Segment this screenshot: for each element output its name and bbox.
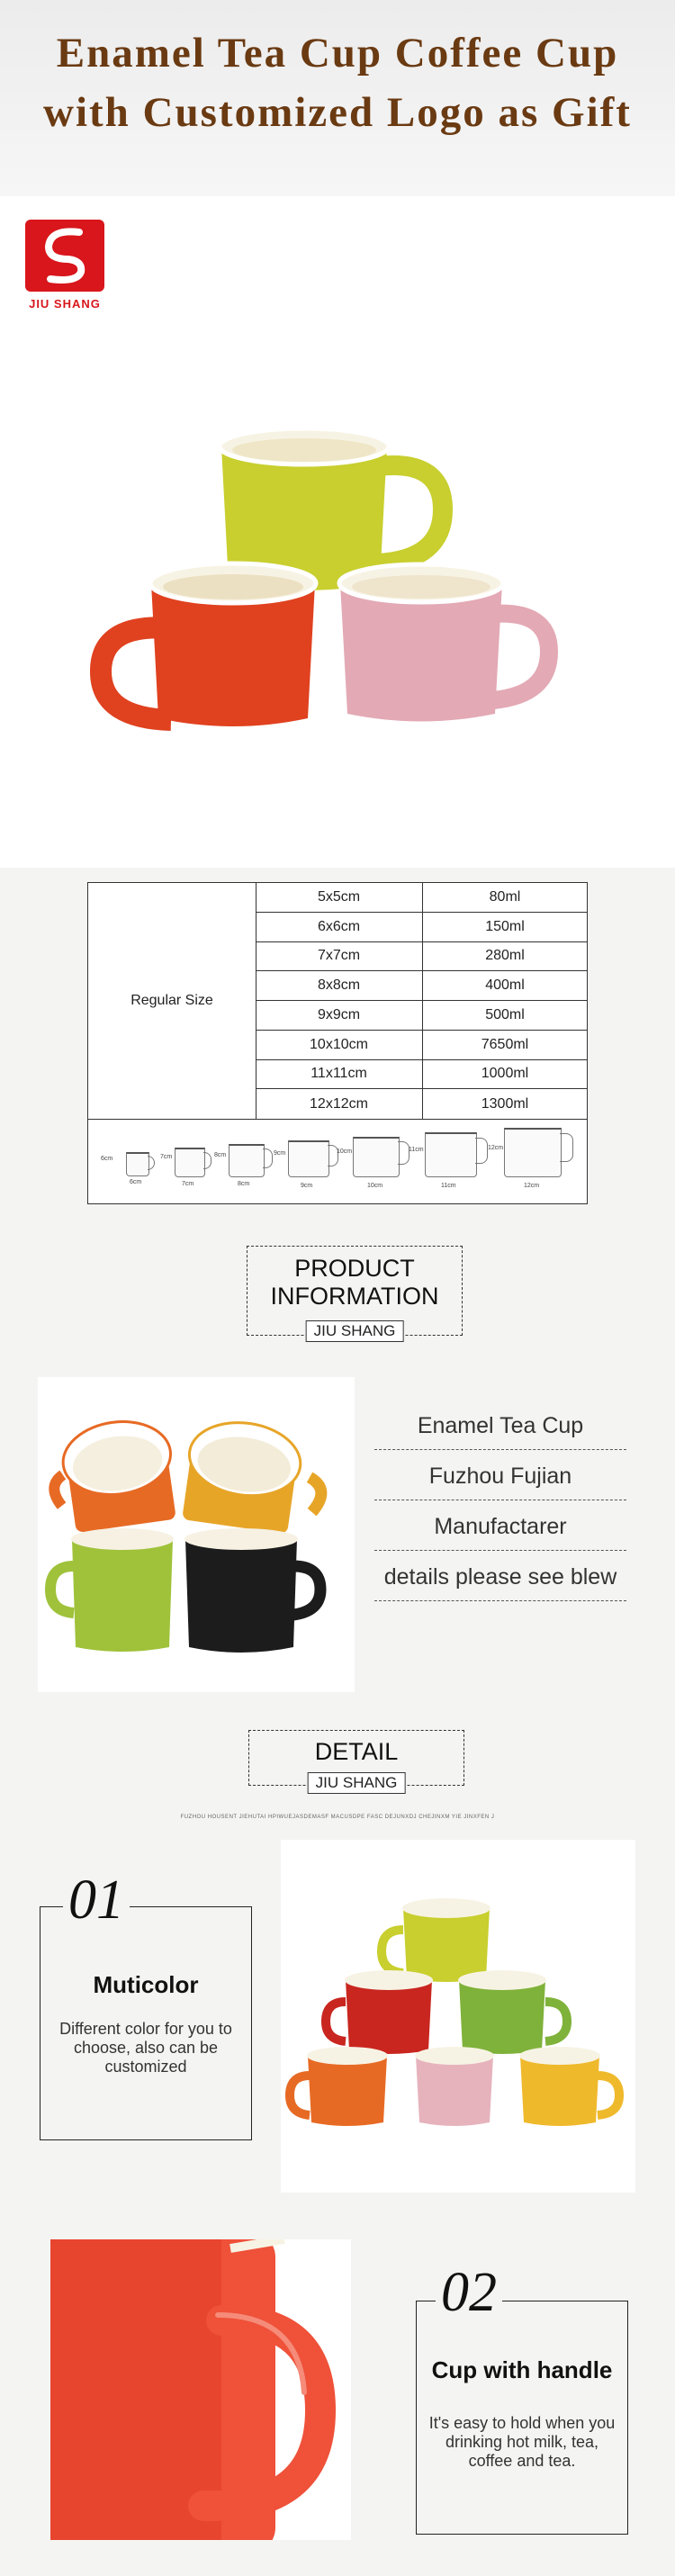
info-item-type: Manufactarer <box>434 1514 567 1539</box>
capacity-cell: 150ml <box>485 918 525 934</box>
detail-title: DETAIL <box>314 1738 399 1765</box>
title-banner <box>0 0 675 196</box>
diagram-label: 6cm <box>130 1179 142 1185</box>
info-item-details: details please see blew <box>383 1564 617 1590</box>
diagram-label: 12cm <box>488 1145 504 1151</box>
page-title-line-1: Enamel Tea Cup Coffee Cup <box>56 30 619 77</box>
diagram-label: 11cm <box>409 1147 424 1153</box>
product-info-title-1: PRODUCT <box>294 1255 415 1282</box>
handle-closeup-illustration <box>50 2239 351 2540</box>
detail-heading <box>248 1730 464 1791</box>
table-row <box>256 1089 587 1119</box>
table-row <box>256 971 587 1001</box>
capacity-cell: 1300ml <box>481 1095 529 1112</box>
brand-name: JIU SHANG <box>29 297 101 311</box>
feature-title: Cup with handle <box>431 2356 613 2383</box>
detail-fine-print: FUZHOU HOUSENT JIEHUTAI HPIWUEJASDEMASF MACUSDPE FASC DEJUNXDJ CHEJINXM YIE JINXFEN J <box>180 1815 495 1820</box>
size-cell: 7x7cm <box>256 942 423 971</box>
feature-description: Different color for you to choose, also can be customized <box>59 2020 232 2076</box>
size-diagram <box>88 1119 587 1204</box>
logo-s-mark-icon <box>25 220 104 292</box>
size-cell: 9x9cm <box>256 1001 423 1030</box>
mini-handle-icon <box>263 1148 273 1168</box>
product-info-brand: JIU SHANG <box>306 1320 404 1342</box>
capacity-cell: 500ml <box>485 1006 525 1022</box>
info-item-name: Enamel Tea Cup <box>417 1413 584 1438</box>
table-row <box>256 883 587 913</box>
product-information-heading <box>247 1246 463 1339</box>
mini-handle-icon <box>398 1141 410 1165</box>
feature-title: Muticolor <box>93 1971 199 1998</box>
size-cell: 8x8cm <box>256 971 423 1000</box>
diagram-label: 7cm <box>182 1181 194 1187</box>
mini-cup-icon <box>504 1128 562 1177</box>
diagram-label: 8cm <box>214 1152 227 1158</box>
diagram-label: 10cm <box>367 1183 383 1189</box>
diagram-label: 7cm <box>160 1154 173 1160</box>
product-photo-stacked-mugs <box>281 1840 635 2193</box>
stacked-mugs-illustration <box>281 1840 635 2193</box>
size-table <box>87 882 588 1204</box>
page-title-line-2: with Customized Logo as Gift <box>43 89 632 136</box>
mini-cup-icon <box>229 1144 265 1177</box>
feature-number: 02 <box>436 2261 502 2325</box>
feature-description: It's easy to hold when you drinking hot milk, tea, coffee and tea. <box>428 2414 616 2470</box>
mini-cup-icon <box>175 1148 205 1177</box>
capacity-cell: 400ml <box>485 977 525 994</box>
diagram-label: 10cm <box>337 1148 353 1155</box>
diagram-label: 6cm <box>101 1156 113 1162</box>
feature-number: 01 <box>63 1869 130 1932</box>
size-table-label: Regular Size <box>88 883 256 1119</box>
capacity-cell: 280ml <box>485 948 525 964</box>
diagram-label: 11cm <box>441 1183 456 1189</box>
product-info-title-2: INFORMATION <box>270 1283 439 1310</box>
capacity-cell: 7650ml <box>481 1036 529 1052</box>
mini-handle-icon <box>560 1133 573 1162</box>
table-row <box>256 1060 587 1090</box>
size-cell: 6x6cm <box>256 913 423 941</box>
size-cell: 10x10cm <box>256 1031 423 1059</box>
table-row <box>256 1001 587 1031</box>
capacity-cell: 1000ml <box>481 1066 529 1082</box>
diagram-label: 9cm <box>301 1183 313 1189</box>
brand-logo <box>25 220 104 292</box>
mini-handle-icon <box>203 1152 212 1169</box>
table-row <box>256 1031 587 1060</box>
size-cell: 5x5cm <box>256 883 423 912</box>
mini-cup-icon <box>353 1137 400 1177</box>
mug-red-orange <box>101 563 316 726</box>
mini-cup-icon <box>425 1132 477 1177</box>
divider <box>374 1600 626 1601</box>
info-item-origin: Fuzhou Fujian <box>428 1464 572 1489</box>
diagram-label: 8cm <box>238 1181 250 1187</box>
divider <box>374 1550 626 1551</box>
mini-handle-icon <box>475 1138 488 1164</box>
divider <box>374 1449 626 1450</box>
four-mugs-illustration <box>38 1377 355 1692</box>
detail-brand: JIU SHANG <box>308 1772 406 1794</box>
capacity-cell: 80ml <box>489 888 521 905</box>
product-photo-four-mugs <box>38 1377 355 1692</box>
diagram-label: 9cm <box>274 1150 286 1157</box>
mini-cup-icon <box>288 1140 329 1177</box>
mug-pink <box>339 564 549 722</box>
mini-cup-icon <box>126 1152 149 1176</box>
table-row <box>256 942 587 972</box>
diagram-label: 12cm <box>524 1183 540 1189</box>
mini-handle-icon <box>148 1156 155 1170</box>
size-cell: 12x12cm <box>256 1089 423 1119</box>
table-row <box>256 913 587 942</box>
size-cell: 11x11cm <box>256 1060 423 1089</box>
product-photo-handle-closeup <box>50 2239 351 2540</box>
